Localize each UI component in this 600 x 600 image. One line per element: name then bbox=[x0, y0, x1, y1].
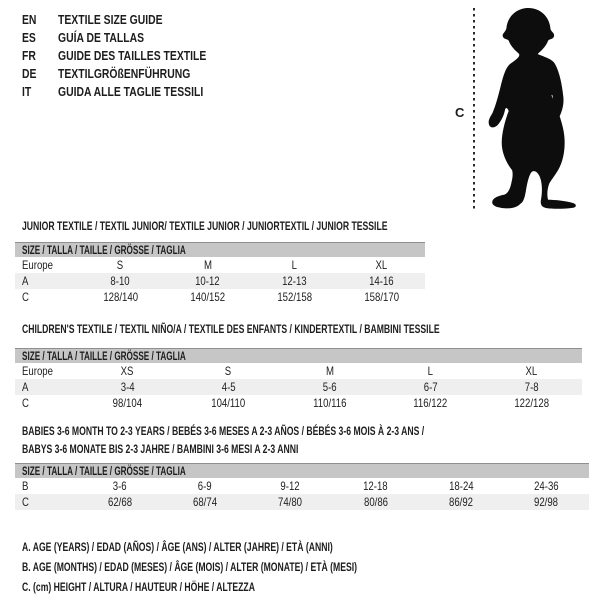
table-cell: 14-16 bbox=[369, 274, 394, 288]
table-cell: L bbox=[291, 258, 298, 272]
table-cell: 128/140 bbox=[103, 290, 138, 304]
language-row bbox=[22, 11, 243, 29]
row-label: Europe bbox=[22, 258, 53, 272]
language-row bbox=[22, 65, 243, 83]
language-label: TEXTILGRÖßENFÜHRUNG bbox=[58, 66, 191, 81]
section-title-children: CHILDREN'S TEXTILE / TEXTIL NIÑO/A / TEXTILE DES ENFANTS / KINDERTEXTIL / BAMBINI TESSILE bbox=[22, 322, 440, 336]
table-cell: 6-9 bbox=[198, 479, 212, 493]
table-header: SIZE / TALLA / TAILLE / GRÖSSE / TAGLIA bbox=[15, 463, 589, 478]
table-cell: 104/110 bbox=[211, 396, 246, 410]
table-cell: M bbox=[203, 258, 212, 272]
table-cell: 140/152 bbox=[190, 290, 225, 304]
table-cell: 92/98 bbox=[534, 495, 559, 509]
table-cell: 3-4 bbox=[120, 380, 135, 394]
table-cell: 122/128 bbox=[514, 396, 549, 410]
footnotes bbox=[22, 537, 487, 597]
table-cell: 6-7 bbox=[423, 380, 438, 394]
table-cell: 98/104 bbox=[112, 396, 143, 410]
table-cell: 12-18 bbox=[363, 479, 388, 493]
table-cell: S bbox=[117, 258, 124, 272]
row-label: C bbox=[22, 290, 29, 304]
row-label: Europe bbox=[22, 364, 53, 378]
table-cell: 68/74 bbox=[192, 495, 217, 509]
footnote-c: C. (cm) HEIGHT / ALTURA / HAUTEUR / HÖHE / ALTEZZA bbox=[22, 580, 255, 594]
row-label: A bbox=[22, 380, 29, 394]
language-label: GUÍA DE TALLAS bbox=[58, 30, 145, 45]
table-cell: 152/158 bbox=[277, 290, 312, 304]
table-cell: 10-12 bbox=[195, 274, 220, 288]
table-cell: 110/116 bbox=[312, 396, 347, 410]
language-row bbox=[22, 29, 243, 47]
footnote-b: B. AGE (MONTHS) / EDAD (MESES) / ÂGE (MOIS) / ALTER (MONATE) / ETÀ (MESI) bbox=[22, 560, 358, 574]
height-measure-label: C bbox=[455, 105, 465, 120]
table-header: SIZE / TALLA / TAILLE / GRÖSSE / TAGLIA bbox=[15, 242, 425, 257]
table-row bbox=[15, 363, 582, 379]
language-code: DE bbox=[22, 66, 37, 81]
table-row bbox=[15, 257, 425, 273]
table-cell: 86/92 bbox=[448, 495, 473, 509]
table-cell: 24-36 bbox=[534, 479, 559, 493]
footnote-a: A. AGE (YEARS) / EDAD (AÑOS) / ÂGE (ANS) / ALTER (JAHRE) / ETÀ (ANNI) bbox=[22, 540, 333, 554]
language-row bbox=[22, 47, 243, 65]
row-label: A bbox=[22, 274, 29, 288]
table-cell: S bbox=[225, 364, 232, 378]
table-cell: 3-6 bbox=[112, 479, 127, 493]
language-label: GUIDA ALLE TAGLIE TESSILI bbox=[58, 84, 204, 99]
table-row bbox=[15, 273, 425, 289]
table-row bbox=[15, 395, 582, 411]
row-label: C bbox=[22, 495, 29, 509]
table-cell: L bbox=[427, 364, 434, 378]
table-cell: 7-8 bbox=[524, 380, 539, 394]
table-cell: 8-10 bbox=[110, 274, 131, 288]
language-code: IT bbox=[22, 84, 32, 99]
baby-silhouette-icon bbox=[482, 6, 598, 210]
table-cell: 116/122 bbox=[413, 396, 448, 410]
language-label: TEXTILE SIZE GUIDE bbox=[58, 12, 163, 27]
row-label: C bbox=[22, 396, 29, 410]
size-table-children bbox=[15, 348, 582, 411]
language-code: FR bbox=[22, 48, 36, 63]
table-cell: 4-5 bbox=[221, 380, 236, 394]
size-table-babies bbox=[15, 463, 589, 510]
language-list bbox=[22, 11, 243, 101]
table-cell: 80/86 bbox=[363, 495, 388, 509]
language-code: ES bbox=[22, 30, 36, 45]
height-dotted-line bbox=[473, 8, 475, 209]
language-row bbox=[22, 83, 243, 101]
table-cell: XL bbox=[375, 258, 388, 272]
table-cell: 74/80 bbox=[278, 495, 303, 509]
language-code: EN bbox=[22, 12, 37, 27]
table-row bbox=[15, 379, 582, 395]
table-row bbox=[15, 289, 425, 305]
table-header: SIZE / TALLA / TAILLE / GRÖSSE / TAGLIA bbox=[15, 348, 582, 363]
section-title-babies: BABIES 3-6 MONTH TO 2-3 YEARS / BEBÉS 3-6 MESES A 2-3 AÑOS / BÉBÉS 3-6 MOIS À 2-3 ANS / BABYS 3-6 MONATE BIS 2-3 JAHRE / BAMBINI 3-6 MESI A 2-3 ANNI bbox=[22, 424, 425, 456]
table-cell: 158/170 bbox=[364, 290, 399, 304]
row-label: B bbox=[22, 479, 29, 493]
size-table-junior bbox=[15, 242, 425, 305]
table-cell: 18-24 bbox=[448, 479, 474, 493]
table-cell: XL bbox=[525, 364, 538, 378]
language-label: GUIDE DES TAILLES TEXTILE bbox=[58, 48, 207, 63]
table-cell: 9-12 bbox=[280, 479, 300, 493]
section-title-junior: JUNIOR TEXTILE / TEXTIL JUNIOR/ TEXTILE JUNIOR / JUNIORTEXTIL / JUNIOR TESSILE bbox=[22, 219, 388, 233]
table-cell: 5-6 bbox=[322, 380, 337, 394]
table-cell: 12-13 bbox=[282, 274, 307, 288]
table-cell: 62/68 bbox=[107, 495, 132, 509]
table-cell: XS bbox=[121, 364, 134, 378]
table-row bbox=[15, 494, 589, 510]
table-row bbox=[15, 478, 589, 494]
table-cell: M bbox=[325, 364, 334, 378]
